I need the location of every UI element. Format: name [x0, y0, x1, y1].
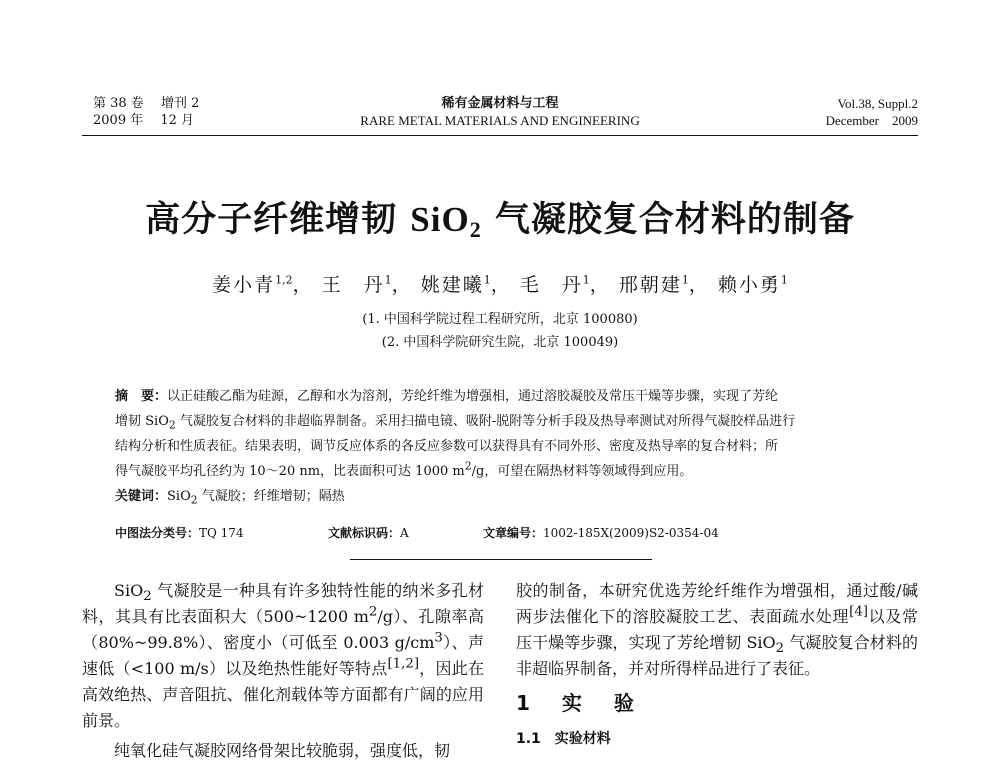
- abstract-line: [115, 384, 890, 409]
- paragraph: [82, 578, 484, 734]
- body-text: SiO: [114, 581, 144, 600]
- keywords-text: 气凝胶；纤维增韧；隔热: [197, 489, 345, 504]
- author: [718, 274, 788, 296]
- article-number: [483, 524, 719, 541]
- author: [619, 274, 689, 296]
- date-en: December 2009: [825, 113, 918, 128]
- affiliation-1: (1. 中国科学院过程工程研究所，北京 100080): [362, 312, 638, 327]
- author-name: 王 丹: [321, 274, 385, 296]
- title-part2: 气凝胶复合材料的制备: [481, 200, 855, 240]
- author-name: 邢朝建: [618, 274, 682, 296]
- document-code-value: A: [400, 526, 409, 540]
- author-affiliation-mark: 1: [780, 273, 788, 287]
- journal-name-cn: 稀有金属材料与工程: [441, 96, 559, 111]
- abstract-text: 增韧 SiO: [115, 414, 169, 429]
- body-text: ，因此在高效绝热、声音阻抗、催化剂载体等方面都有广阔的应用前景。: [82, 659, 484, 730]
- superscript: 3: [434, 630, 443, 646]
- abstract-line: [115, 459, 890, 484]
- abstract-divider: [350, 559, 652, 560]
- abstract-text: 以正硅酸乙酯为硅源，乙醇和水为溶剂，芳纶纤维为增强相，通过溶胶凝胶及常压干燥等步骤，实现了芳纶: [167, 389, 779, 404]
- paragraph: 纯氧化硅气凝胶网络骨架比较脆弱，强度低，韧: [114, 741, 451, 760]
- author-affiliation-mark: 1: [681, 273, 689, 287]
- clc-label: 中图法分类号：: [115, 526, 200, 540]
- author: [421, 274, 491, 296]
- title-part1: 高分子纤维增韧: [145, 200, 411, 240]
- article-number-value: 1002-185X(2009)S2-0354-04: [543, 526, 719, 540]
- author-name: 姜小青: [212, 274, 276, 296]
- superscript: 2: [368, 604, 378, 620]
- article-number-label: 文章编号：: [483, 526, 544, 540]
- journal-name-en: RARE METAL MATERIALS AND ENGINEERING: [360, 113, 640, 128]
- author-name: 赖小勇: [717, 274, 781, 296]
- journal-volume-en: [826, 95, 918, 129]
- abstract: [115, 384, 890, 509]
- subscript: 2: [143, 589, 152, 605]
- author-affiliation-mark: 1: [483, 273, 491, 287]
- citation: [4]: [849, 604, 869, 620]
- keywords-label: 关键词：: [115, 489, 168, 504]
- section-heading: 1 实 验: [516, 691, 640, 715]
- author-name: 姚建曦: [420, 274, 484, 296]
- affiliation-2: (2. 中国科学院研究生院，北京 100049): [381, 335, 619, 350]
- author-affiliation-mark: 1: [582, 273, 590, 287]
- abstract-line: [115, 409, 890, 434]
- author: [520, 274, 590, 296]
- body-text: 气凝胶复合材料的非超临界制备，并对所得样品进行了表征。: [516, 633, 918, 678]
- subscript: 2: [168, 418, 176, 432]
- subscript: 2: [775, 641, 785, 657]
- document-code-label: 文献标识码：: [328, 526, 401, 540]
- clc-value: TQ 174: [199, 526, 244, 540]
- header-rule: [82, 135, 918, 136]
- body-text: 胶的制备，本研究优选芳纶纤维作为增强相，通过酸/碱两步法催化下的溶胶凝胶工艺、表面疏水处理: [516, 581, 918, 626]
- clc-number: [115, 524, 244, 541]
- author: [322, 274, 392, 296]
- subsection-heading: 1.1 实验材料: [516, 731, 611, 747]
- volume-issue: 第 38 卷 增刊 2: [93, 96, 200, 111]
- abstract-text: 气凝胶复合材料的非超临界制备。采用扫描电镜、吸附-脱附等分析手段及热导率测试对所得气凝胶样品进行: [175, 414, 796, 429]
- superscript: 2: [464, 459, 472, 473]
- abstract-text: 得气凝胶平均孔径约为 10～20 nm，比表面积可达 1000 m: [115, 464, 465, 479]
- title-formula: [410, 200, 482, 242]
- keywords-text: SiO: [167, 489, 191, 504]
- body-text: 以及常压干燥等步骤，实现了芳纶增韧 SiO: [516, 607, 918, 652]
- paper-title: [0, 198, 1000, 242]
- keywords: [115, 484, 890, 509]
- body-text: ）、声速低（<100 m/s）以及绝热性能好等特点: [82, 633, 484, 678]
- subscript: 2: [190, 493, 198, 507]
- abstract-text: /g，可望在隔热材料等领域得到应用。: [471, 464, 693, 479]
- author-affiliation-mark: 1: [384, 273, 392, 287]
- body-left-column: [82, 578, 484, 764]
- volume-suppl: Vol.38, Suppl.2: [837, 96, 918, 111]
- year-month: 2009 年 12 月: [93, 113, 195, 128]
- abstract-text: 结构分析和性质表征。结果表明，调节反应体系的各反应参数可以获得具有不同外形、密度及热导率的复合材料；所: [115, 439, 779, 454]
- author-affiliation-mark: 1,2: [275, 273, 293, 287]
- abstract-line: [115, 434, 890, 459]
- author-name: 毛 丹: [519, 274, 583, 296]
- body-text: 气凝胶是一种具有许多独特性能的纳米多孔材料，其具有比表面积大（500~1200 m: [82, 581, 484, 626]
- title-formula-main: SiO: [410, 200, 470, 239]
- paragraph: [516, 578, 918, 682]
- author-list: 姜小青$^{1,2}$， 王 丹$^1$， 姚建曦$^1$， 毛 丹$^1$， 邢朝建$^1$， 赖小勇$^1$: [212, 273, 788, 296]
- body-right-column: [516, 578, 918, 752]
- abstract-label: 摘 要：: [115, 389, 168, 404]
- author: [212, 274, 293, 296]
- document-code: [328, 524, 409, 541]
- body-text: /g）、孔隙率高（80%~99.8%）、密度小（可低至 0.003 g/cm: [82, 607, 484, 652]
- citation: [1,2]: [387, 656, 420, 672]
- title-formula-sub: 2: [469, 217, 482, 242]
